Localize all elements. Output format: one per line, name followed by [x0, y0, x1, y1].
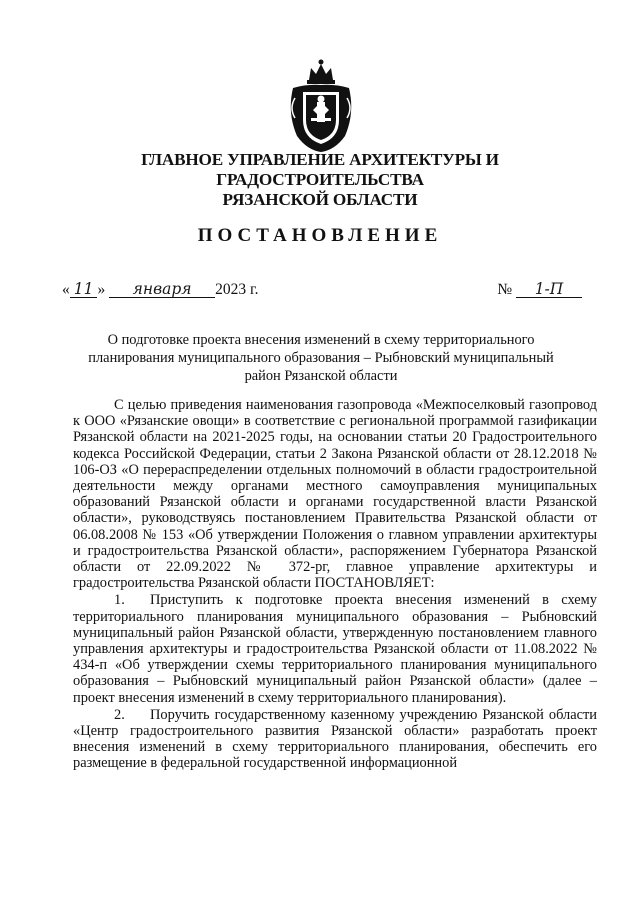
document-title: ПОСТАНОВЛЕНИЕ: [197, 225, 443, 246]
date-day-handwritten: 11: [70, 281, 98, 298]
item-2-paragraph: [73, 707, 597, 772]
number-handwritten: 1-П: [516, 281, 582, 298]
organization-name: [40, 150, 600, 210]
document-body: [73, 397, 597, 772]
intro-paragraph: С целью приведения наименования газопровода «Межпоселковый газопровод к ООО «Рязанские овощи» в соответствие с региональной программой газификации Рязанской области на 2021-2025 годы, на основании статьи 20 Градостроительного кодекса Российской Федерации, статьи 2 Закона Рязанской области от 28.12.2018 № 106-ОЗ «О перераспределении отдельных полномочий в области градостроительной деятельности между органами местного самоуправления муниципальных образований Рязанской области и органами государственной власти Рязанской области», руководствуясь постановлением Правительства Рязанской области от 06.08.2008 № 153 «Об утверждении Положения о главном управлении архитектуры и градостроительства Рязанской области», распоряжением Губернатора Рязанской области от 22.09.2022 № 372-рг, главное управление архитектуры и градостроительства Рязанской области ПОСТАНОВЛЯЕТ:: [73, 397, 597, 592]
coat-of-arms-emblem: [283, 58, 359, 154]
document-date: [62, 281, 258, 299]
date-year: 2023 г.: [215, 281, 259, 298]
date-number-row: [62, 281, 582, 307]
date-close-quote: »: [97, 281, 106, 298]
organization-line-2: РЯЗАНСКОЙ ОБЛАСТИ: [222, 190, 418, 209]
subject-line-3: район Рязанской области: [244, 368, 398, 384]
date-month-handwritten: января: [109, 281, 215, 298]
item-1-paragraph: [73, 592, 597, 705]
item-2-text: Поручить государственному казенному учреждению Рязанской области «Центр градостроительного развития Рязанской области» разработать проект внесения изменений в схему территориального планирования, обеспечить его размещение в федеральной государственной информационной: [73, 706, 597, 772]
number-prefix: №: [497, 281, 513, 298]
item-1-text: Приступить к подготовке проекта внесения изменений в схему территориального планирования муниципального образования – Рыбновский муниципальный район Рязанской области, утвержденную постановлением главного управления архитектуры и градостроительства Рязанской области от 11.08.2022 № 434-п «Об утверждении схемы территориального планирования муниципального образования – Рыбновский муниципальный район Рязанской области» (далее – проект внесения изменений в схему территориального планирования).: [73, 592, 597, 706]
document-number: [497, 281, 582, 299]
item-1-number: 1.: [114, 592, 125, 609]
document-subject: [80, 331, 562, 385]
organization-line-1: ГЛАВНОЕ УПРАВЛЕНИЕ АРХИТЕКТУРЫ И ГРАДОСТРОИТЕЛЬСТВА: [141, 150, 499, 189]
item-2-number: 2.: [114, 706, 125, 723]
date-open-quote: «: [62, 281, 70, 298]
subject-line-2: планирования муниципального образования – Рыбновский муниципальный: [88, 350, 554, 366]
subject-line-1: О подготовке проекта внесения изменений в схему территориального: [107, 332, 535, 348]
